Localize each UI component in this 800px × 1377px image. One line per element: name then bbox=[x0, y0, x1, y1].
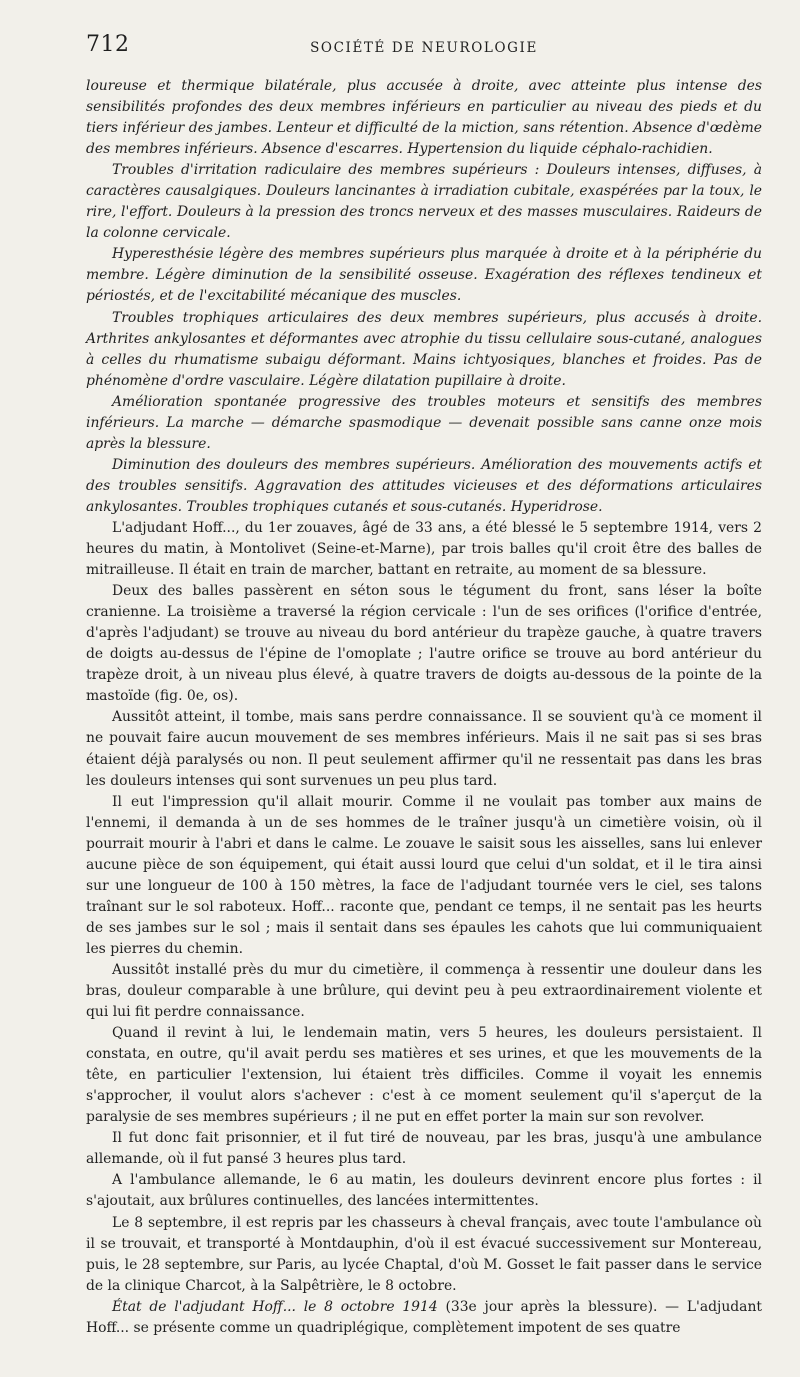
paragraph-cemetery-transport: Il eut l'impression qu'il allait mourir. Comme il ne voulait pas tomber aux mains de l'ennemi, il demanda à un de ses hommes de le traîner jusqu'à un cimetière voisin, où il pourrait mourir à l'abri et dans le calme. Le zouave le saisit sous les aisselles, sans lui enlever aucune pièce de son équipement, qui était aussi lourd que celui d'un soldat, et il le tira ainsi sur une longueur de 100 à 150 mètres, la face de l'adjudant tournée vers le ciel, ses talons traînant sur le sol raboteux. Hoff... raconte que, pendant ce temps, il ne sentait pas les heurts de ses jambes sur le sol ; mais il sentait dans ses épaules les cahots que lui communiquaient les pierres du chemin. bbox=[86, 793, 762, 957]
paragraph-german-ambulance: A l'ambulance allemande, le 6 au matin, les douleurs devinrent encore plus fortes : il s'ajoutait, aux brûlures continuelles, des lancées intermittentes. bbox=[86, 1172, 762, 1210]
paragraph-after-fall: Aussitôt atteint, il tombe, mais sans perdre connaissance. Il se souvient qu'à ce moment il ne pouvait faire aucun mouvement de ses membres inférieurs. Mais il ne sait pas si ses bras étaient déjà paralysés ou non. Il peut seulement affirmer qu'il ne ressentait pas dans les bras les douleurs intenses qui sont survenues un peu plus tard. bbox=[86, 709, 762, 789]
paragraph-pain-reduction: Diminution des douleurs des membres supérieurs. Amélioration des mouvements actifs et des troubles sensitifs. Aggravation des attitudes vicieuses et des déformations articulaires ankylosantes. Troubles trophiques cutanés et sous-cutanés. Hyperidrose. bbox=[86, 456, 762, 515]
paragraph-state-lead: État de l'adjudant Hoff... le 8 octobre 1914 bbox=[112, 1298, 438, 1315]
paragraph-prisoner: Il fut donc fait prisonnier, et il fut tiré de nouveau, par les bras, jusqu'à une ambulance allemande, où il fut pansé 3 heures plus tard. bbox=[86, 1130, 762, 1168]
paragraph-next-morning: Quand il revint à lui, le lendemain matin, vers 5 heures, les douleurs persistaient. Il constata, en outre, qu'il avait perdu ses matières et ses urines, et que les mouvements de la tête, en particulier l'extension, lui étaient très difficiles. Comme il voyait les ennemis s'approcher, il voulut alors s'achever : c'est à ce moment seulement qu'il s'aperçut de la paralysie de ses membres supérieurs ; il ne put en effet porter la main sur son revolver. bbox=[86, 1025, 762, 1126]
paragraph-evacuation: Le 8 septembre, il est repris par les chasseurs à cheval français, avec toute l'ambulance où il se trouvait, et transporté à Montdauphin, d'où il est évacué successivement sur Montereau, puis, le 28 septembre, sur Paris, au lycée Chaptal, d'où M. Gosset le fait passer dans le service de la clinique Charcot, à la Salpêtrière, le 8 octobre. bbox=[86, 1214, 762, 1294]
paragraph-state-body: (33e jour après la blessure). — L'adjudant Hoff... se présente comme un quadriplégique, complètement impotent de ses quatre bbox=[86, 1298, 762, 1336]
page-number: 712 bbox=[86, 32, 130, 57]
paragraph-bullet-trajectory: Deux des balles passèrent en séton sous le tégument du front, sans léser la boîte cranienne. La troisième a traversé la région cervicale : l'un de ses orifices (l'orifice d'entrée, d'après l'adjudant) se trouve au niveau du bord antérieur du trapèze gauche, à quatre travers de doigts au-dessus de l'épine de l'omoplate ; l'autre orifice se trouve au bord antérieur du trapèze droit, à un niveau plus élevé, à quatre travers de doigts au-dessous de la pointe de la mastoïde (fig. 0e, os). bbox=[86, 583, 762, 705]
paragraph-hyperesthesia: Hyperesthésie légère des membres supérieurs plus marquée à droite et à la périphérie du membre. Légère diminution de la sensibilité osseuse. Exagération des réflexes tendineux et périostés, et de l'excitabilité mécanique des muscles. bbox=[86, 246, 762, 305]
body-text bbox=[86, 76, 762, 1339]
running-title: SOCIÉTÉ DE NEUROLOGIE bbox=[310, 40, 538, 56]
paragraph-burning-pain: Aussitôt installé près du mur du cimetière, il commença à ressentir une douleur dans les bras, douleur comparable à une brûlure, qui devint peu à peu extraordinairement violente et qui lui fit perdre connaissance. bbox=[86, 961, 762, 1021]
page-header bbox=[86, 32, 762, 62]
paragraph-trophic-troubles: Troubles trophiques articulaires des deux membres supérieurs, plus accusés à droite. Arthrites ankylosantes et déformantes avec atrophie du tissu cellulaire sous-cutané, analogues à celles du rhumatisme subaigu déformant. Mains ichtyosiques, blanches et froides. Pas de phénomène d'ordre vasculaire. Légère dilatation pupillaire à droite. bbox=[86, 309, 762, 389]
paragraph-wound-circumstances: L'adjudant Hoff..., du 1er zouaves, âgé de 33 ans, a été blessé le 5 septembre 1914, vers 2 heures du matin, à Montolivet (Seine-et-Marne), par trois balles qu'il croit être des balles de mitrailleuse. Il était en train de marcher, battant en retraite, au moment de sa blessure. bbox=[86, 519, 762, 579]
paragraph-state-on-arrival bbox=[86, 1297, 762, 1339]
paragraph-spontaneous-improvement: Amélioration spontanée progressive des troubles moteurs et sensitifs des membres inférieurs. La marche — démarche spasmodique — devenait possible sans canne onze mois après la blessure. bbox=[86, 393, 762, 452]
paragraph-symptoms-continued: loureuse et thermique bilatérale, plus accusée à droite, avec atteinte plus intense des sensibilités profondes des deux membres inférieurs en particulier au niveau des pieds et du tiers inférieur des jambes. Lenteur et difficulté de la miction, sans rétention. Absence d'œdème des membres inférieurs. Absence d'escarres. Hypertension du liquide céphalo-rachidien. bbox=[86, 78, 762, 158]
paragraph-radicular-irritation: Troubles d'irritation radiculaire des membres supérieurs : Douleurs intenses, diffuses, à caractères causalgiques. Douleurs lancinantes à irradiation cubitale, exaspérées par la toux, le rire, l'effort. Douleurs à la pression des troncs nerveux et des masses musculaires. Raideurs de la colonne cervicale. bbox=[86, 162, 762, 242]
